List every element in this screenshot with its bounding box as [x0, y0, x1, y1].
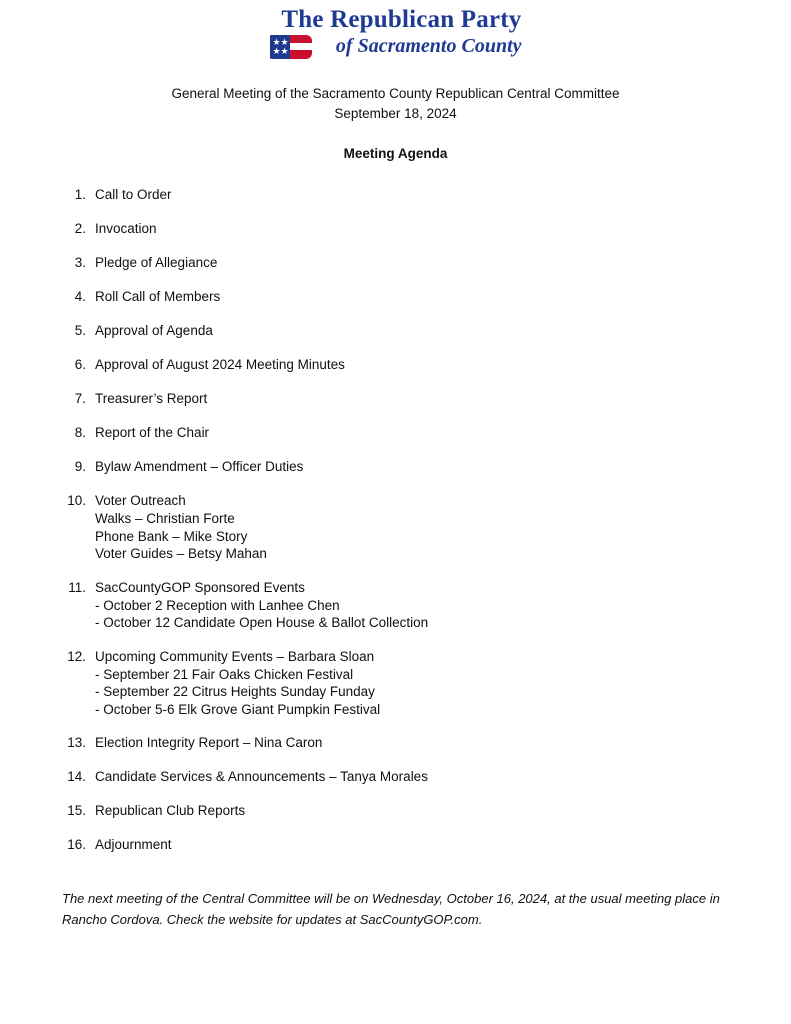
agenda-item-body — [95, 321, 213, 340]
agenda-item-number: 16. — [67, 837, 86, 852]
agenda-item-number: 15. — [67, 803, 86, 818]
meeting-name: General Meeting of the Sacramento County Republican Central Committee — [171, 86, 620, 101]
star-icon: ★ — [280, 46, 289, 56]
agenda-item-body — [95, 389, 207, 408]
agenda-item-body — [95, 423, 209, 442]
agenda-item-body — [95, 835, 172, 854]
agenda-item-body — [95, 733, 322, 752]
agenda-item-body — [95, 647, 380, 719]
agenda-item — [65, 801, 729, 820]
agenda-item — [65, 578, 729, 632]
agenda-item-label: Treasurer’s Report — [95, 391, 208, 406]
agenda-item-number: 2. — [74, 221, 86, 236]
agenda-item — [65, 287, 729, 306]
star-icon: ★ — [272, 37, 281, 47]
page-title: Meeting Agenda — [343, 146, 448, 161]
agenda-item-number: 10. — [67, 493, 86, 508]
agenda-item — [65, 389, 729, 408]
agenda-item-body — [95, 767, 428, 786]
meeting-date: September 18, 2024 — [334, 106, 457, 121]
agenda-item-label: Pledge of Allegiance — [95, 255, 218, 270]
agenda-item — [65, 185, 729, 204]
logo-title-line2: of Sacramento County — [335, 35, 522, 57]
agenda-subitem: - September 21 Fair Oaks Chicken Festival — [95, 666, 354, 682]
agenda-item-body — [95, 355, 345, 374]
agenda-item-number: 12. — [67, 648, 86, 664]
agenda-item-label: Invocation — [95, 221, 157, 236]
agenda-item-number: 6. — [74, 357, 86, 372]
agenda-item-label: Voter Outreach — [95, 493, 186, 508]
agenda-item-number: 7. — [74, 391, 86, 406]
logo-wrapper — [270, 6, 522, 62]
agenda-item-number: 4. — [74, 289, 86, 304]
agenda-item-body — [95, 287, 220, 306]
star-icon: ★ — [280, 37, 289, 47]
agenda-item-number: 5. — [74, 323, 86, 338]
agenda-item-number: 14. — [67, 769, 86, 784]
agenda-list — [62, 185, 729, 854]
agenda-item-label: Bylaw Amendment – Officer Duties — [95, 459, 304, 474]
agenda-item-label: SacCountyGOP Sponsored Events — [95, 579, 305, 595]
agenda-subitem: Voter Guides – Betsy Mahan — [95, 546, 267, 561]
agenda-subitem: Phone Bank – Mike Story — [95, 528, 248, 544]
agenda-item-body — [95, 491, 267, 563]
agenda-item-label: Election Integrity Report – Nina Caron — [95, 735, 323, 750]
agenda-item — [65, 647, 729, 719]
agenda-item — [65, 767, 729, 786]
agenda-subitem: Walks – Christian Forte — [95, 511, 235, 526]
agenda-item-label: Approval of August 2024 Meeting Minutes — [95, 357, 345, 372]
agenda-item-number: 3. — [74, 255, 86, 270]
agenda-item — [65, 733, 729, 752]
agenda-item — [65, 423, 729, 442]
agenda-item — [65, 253, 729, 272]
meeting-header — [62, 84, 729, 124]
flag-canton-blue — [270, 35, 290, 59]
agenda-item-body — [95, 801, 245, 820]
agenda-item-label: Upcoming Community Events – Barbara Sloan — [95, 648, 375, 664]
agenda-item — [65, 321, 729, 340]
logo-title-line1: The Republican Party — [281, 6, 522, 33]
agenda-item-label: Approval of Agenda — [95, 323, 213, 338]
agenda-item-number: 11. — [68, 579, 86, 595]
agenda-item-number: 9. — [74, 459, 86, 474]
agenda-item-body — [95, 219, 157, 238]
agenda-item-label: Call to Order — [95, 187, 172, 202]
star-icon: ★ — [272, 46, 281, 56]
agenda-item-body — [95, 253, 217, 272]
agenda-item-body — [95, 578, 428, 632]
organization-logo — [62, 0, 729, 62]
agenda-item — [65, 835, 729, 854]
agenda-subitem: - October 2 Reception with Lanhee Chen — [95, 597, 340, 613]
agenda-item-label: Republican Club Reports — [95, 803, 246, 818]
agenda-item-number: 1. — [74, 187, 86, 202]
agenda-subitem: - October 5-6 Elk Grove Giant Pumpkin Festival — [95, 701, 381, 717]
agenda-item — [65, 219, 729, 238]
agenda-item-label: Roll Call of Members — [95, 289, 221, 304]
agenda-item-number: 13. — [67, 735, 86, 750]
agenda-item — [65, 355, 729, 374]
agenda-item-label: Report of the Chair — [95, 425, 210, 440]
agenda-subitem: - October 12 Candidate Open House & Ballot Collection — [95, 615, 429, 630]
agenda-subitem: - September 22 Citrus Heights Sunday Funday — [95, 684, 375, 699]
agenda-item-number: 8. — [74, 425, 86, 440]
flag-shield-icon — [270, 35, 312, 59]
agenda-item-body — [95, 185, 172, 204]
agenda-item-label: Candidate Services & Announcements – Tanya Morales — [95, 769, 428, 784]
agenda-item-body — [95, 457, 303, 476]
agenda-item — [65, 457, 729, 476]
agenda-item-label: Adjournment — [95, 837, 172, 852]
agenda-item — [65, 491, 729, 563]
footer-note: The next meeting of the Central Committee will be on Wednesday, October 16, 2024, at the usual meeting place in Rancho Cordova. Check the website for updates at SacCountyGOP.com. — [62, 891, 720, 927]
